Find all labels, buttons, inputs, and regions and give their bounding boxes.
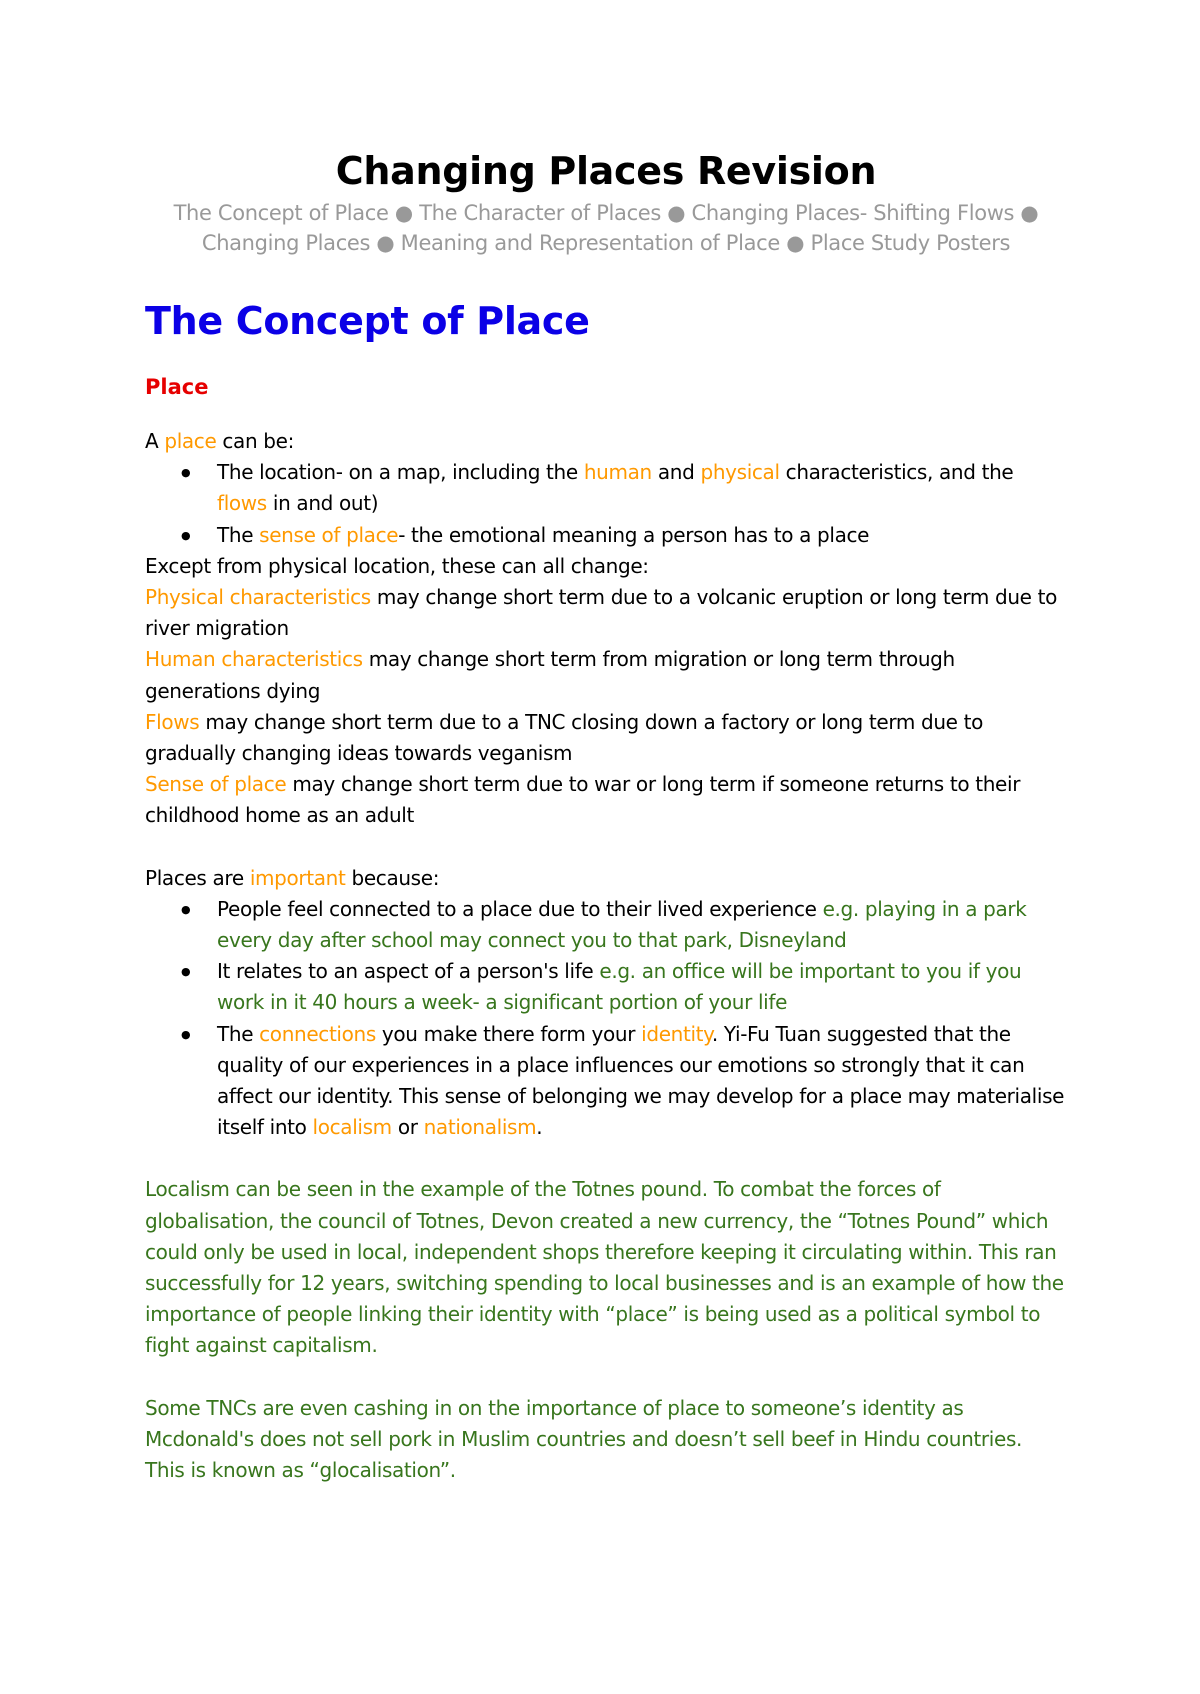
keyword: sense of place [259, 522, 399, 547]
keyword: human [583, 460, 652, 485]
list-item: ● The connections you make there form your identity. Yi-Fu Tuan suggested that the quality of our experiences in a place influences our emotions so strongly that it can affect our identity. This sense of belonging we may develop for a place may materialise itself into localism or nationalism. [217, 1019, 1067, 1144]
change-item: Flows may change short term due to a TNC closing down a factory or long term due to gradually changing ideas towards veganism [145, 709, 983, 766]
keyword: important [249, 865, 346, 890]
section-heading: The Concept of Place [145, 299, 590, 343]
section-subheading: Place [145, 375, 209, 399]
keyword: Sense of place [145, 772, 287, 797]
intro-text: can be: [216, 429, 294, 453]
change-item: Sense of place may change short term due to war or long term if someone returns to their childhood home as an adult [145, 772, 1021, 828]
glocalisation-paragraph: Some TNCs are even cashing in on the importance of place to someone’s identity as Mcdonald's does not sell pork in Muslim countries and doesn’t sell beef in Hindu countries. This is known as “glocalisation”. [145, 1395, 1023, 1483]
keyword: Physical characteristics [145, 585, 371, 610]
localism-paragraph: Localism can be seen in the example of the Totnes pound. To combat the forces of globalisation, the council of Totnes, Devon created a new currency, the “Totnes Pound” which could only be used in local, independent shops therefore keeping it circulating within. This ran successfully for 12 years, switching spending to local businesses and is an example of how the importance of people linking their identity with “place” is being used as a political symbol to fight against capitalism. [145, 1177, 1064, 1358]
intro-line [145, 426, 1067, 457]
keyword: Human characteristics [145, 647, 363, 672]
keyword: nationalism [423, 1115, 537, 1140]
importance-list [145, 894, 1067, 1144]
list-item: ● It relates to an aspect of a person's life e.g. an office will be important to you if you work in it 40 hours a week- a significant portion of your life [217, 956, 1067, 1018]
example-text: e.g. an office will be important to you if you work in it 40 hours a week- a significant portion of your life [217, 959, 1022, 1015]
intro-text: A [145, 429, 165, 453]
keyword: localism [312, 1115, 392, 1140]
list-item: ● The location- on a map, including the human and physical characteristics, and the flows in and out) [217, 457, 1067, 519]
keyword: identity [641, 1021, 712, 1046]
list-item: ● The sense of place- the emotional meaning a person has to a place [217, 520, 1067, 551]
change-item: Physical characteristics may change short term due to a volcanic eruption or long term due to river migration [145, 585, 1058, 641]
place-definition-list [145, 457, 1067, 551]
table-of-contents: The Concept of Place ● The Character of Places ● Changing Places- Shifting Flows ● Changing Places ● Meaning and Representation of Place ● Place Study Posters [173, 201, 1039, 255]
importance-intro: Places are important because: [145, 865, 440, 890]
example-text: e.g. playing in a park every day after school may connect you to that park, Disneyland [217, 896, 1027, 953]
change-intro: Except from physical location, these can all change: [145, 553, 649, 578]
keyword: physical [700, 460, 780, 485]
document-title: Changing Places Revision [335, 149, 877, 193]
keyword: flows [217, 491, 267, 516]
change-item: Human characteristics may change short term from migration or long term through generations dying [145, 647, 955, 703]
keyword: connections [259, 1021, 376, 1046]
keyword: place [164, 429, 217, 453]
list-item: ● People feel connected to a place due to their lived experience e.g. playing in a park every day after school may connect you to that park, Disneyland [217, 894, 1067, 956]
keyword: Flows [145, 709, 200, 734]
document-content [145, 146, 1067, 1486]
